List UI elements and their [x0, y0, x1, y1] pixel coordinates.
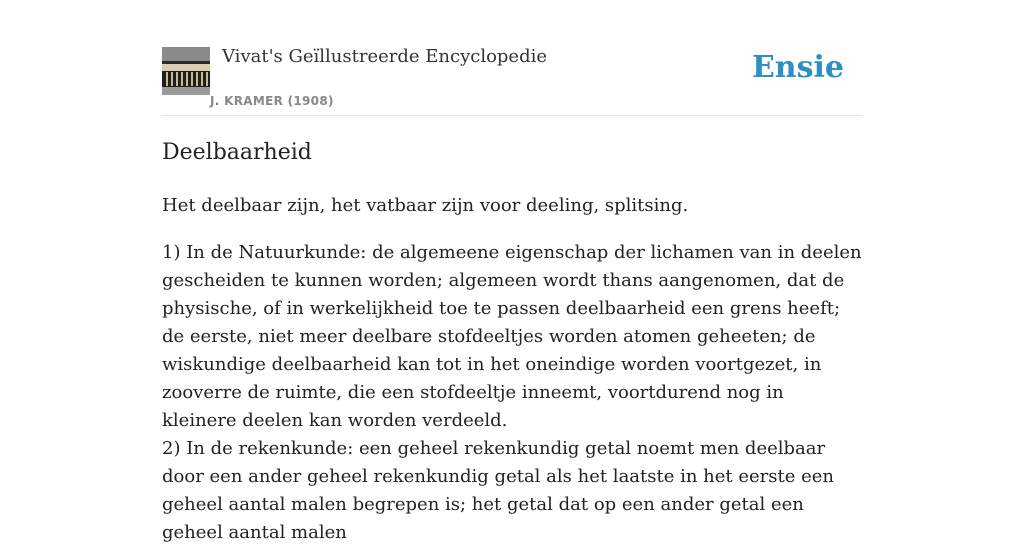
author-label: J. KRAMER (1908) [210, 94, 334, 108]
definition-paragraph: Het deelbaar zijn, het vatbaar zijn voor deeling, splitsing. [162, 195, 689, 216]
ensie-logo[interactable]: Ensie [751, 50, 844, 85]
bookshelf-icon [162, 47, 210, 95]
page-header [162, 0, 862, 116]
book-title[interactable]: Vivat's Geïllustreerde Encyclopedie [222, 46, 548, 67]
entry-title: Deelbaarheid [162, 140, 312, 165]
entry-card [162, 0, 862, 543]
book-cover-avatar[interactable] [162, 47, 210, 95]
entry-content [162, 192, 862, 547]
physics-paragraph: 1) In de Natuurkunde: de algemeene eigenschap der lichamen van in deelen gescheiden te kunnen worden; algemeen wordt thans aangenomen, dat de physische, of in werkelijkheid toe te passen deelbaarheid een grens heeft; de eerste, niet meer deelbare stofdeeltjes worden atomen geheeten; de wiskundige deelbaarheid kan tot in het oneindige worden voortgezet, in zooverre de ruimte, die een stofdeeltje inneemt, voortdurend nog in kleinere deelen kan worden verdeeld. [162, 242, 862, 431]
arithmetic-paragraph: 2) In de rekenkunde: een geheel rekenkundig getal noemt men deelbaar door een ander geheel rekenkundig getal als het laatste in het eerste een geheel aantal malen begrepen is; het getal dat op een ander getal een geheel aantal malen [162, 438, 835, 543]
